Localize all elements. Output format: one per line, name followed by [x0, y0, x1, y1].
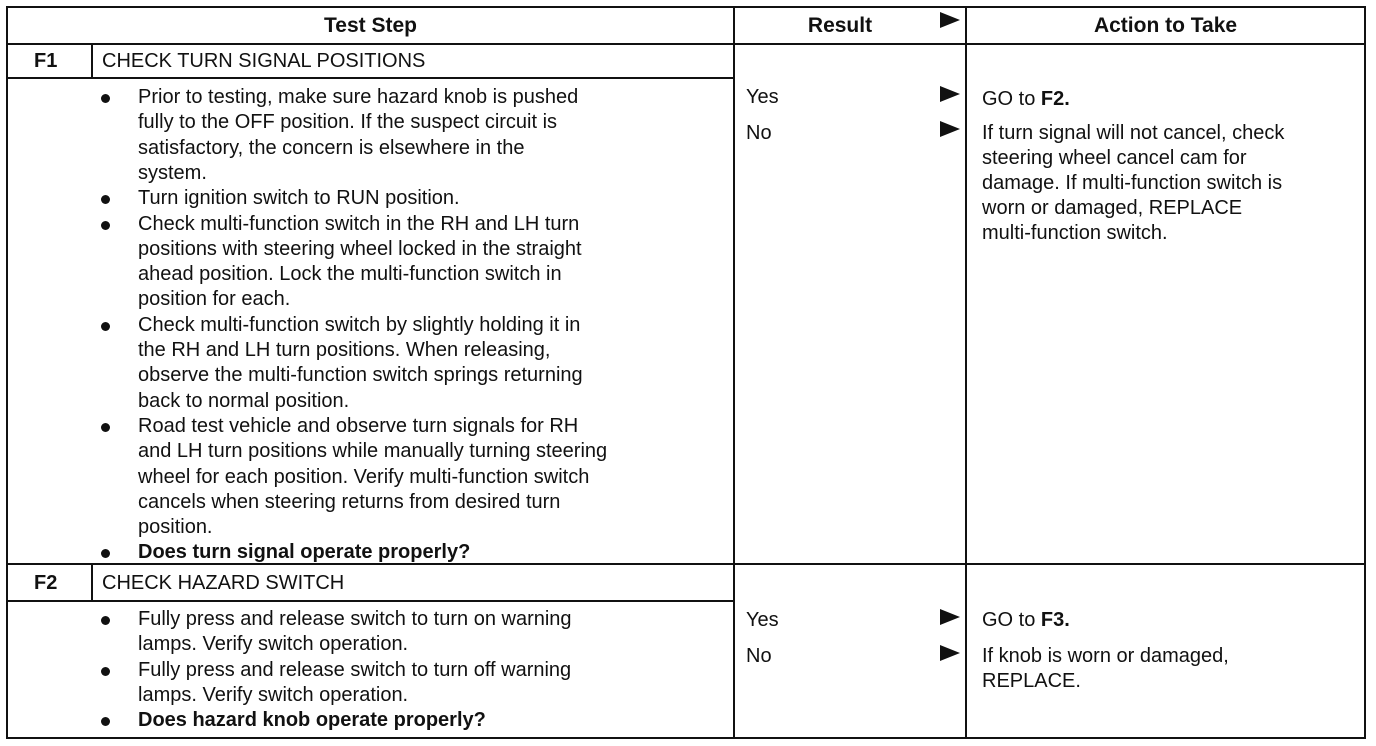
bullet-text-line: fully to the OFF position. If the suspect circuit is — [138, 111, 558, 134]
header-action: Action to Take — [1093, 14, 1238, 37]
table-left-border — [6, 6, 8, 739]
bullet-text-line: back to normal position. — [138, 389, 350, 412]
action-text-line: multi-function switch. — [982, 222, 1168, 244]
bullet-text-line: observe the multi-function switch springs returning — [138, 364, 583, 387]
bullet-text-line: Does hazard knob operate properly? — [138, 709, 486, 732]
bullet-icon — [101, 195, 110, 204]
bullet-text-line: Check multi-function switch by slightly holding it in — [138, 313, 581, 336]
bullet-text-line: Check multi-function switch in the RH and LH turn — [138, 212, 580, 235]
f2-yes-arrow-icon — [940, 609, 960, 625]
bullet-icon — [101, 322, 110, 331]
f1-step-title: CHECK TURN SIGNAL POSITIONS — [102, 50, 426, 72]
table-bottom-border — [6, 737, 1366, 739]
f2-action-yes — [982, 608, 1070, 633]
f2-step-id: F2 — [34, 572, 58, 594]
f2-title-bottom-border — [6, 600, 734, 602]
bullet-text-line: lamps. Verify switch operation. — [138, 633, 409, 656]
f2-action-yes-prefix: GO to — [982, 609, 1041, 631]
test-step-right-border — [733, 6, 735, 739]
f1-result-no: No — [746, 122, 772, 144]
header-test-step: Test Step — [324, 14, 417, 37]
bullet-text-line: Turn ignition switch to RUN position. — [138, 187, 460, 210]
action-text-line: worn or damaged, REPLACE — [982, 197, 1243, 219]
bullet-icon — [101, 94, 110, 103]
f1-id-divider — [91, 43, 93, 79]
bullet-text-line: position. — [138, 516, 213, 539]
bullet-icon — [101, 717, 110, 726]
bullet-text-line: positions with steering wheel locked in the straight — [138, 237, 582, 260]
f2-id-divider — [91, 563, 93, 602]
f1-result-yes: Yes — [746, 86, 779, 108]
f2-result-no: No — [746, 645, 772, 667]
f2-action-yes-target: F3. — [1040, 609, 1070, 631]
table-right-border — [1364, 6, 1366, 739]
bullet-text-line: ahead position. Lock the multi-function switch in — [138, 263, 562, 286]
f1-action-yes-target: F2. — [1040, 88, 1070, 110]
bullet-icon — [101, 667, 110, 676]
f1-action-yes — [982, 87, 1070, 112]
action-text-line: If turn signal will not cancel, check — [982, 122, 1285, 144]
f1-action-yes-prefix: GO to — [982, 88, 1041, 110]
bullet-text-line: satisfactory, the concern is elsewhere in the — [138, 136, 525, 159]
f1-no-arrow-icon — [940, 121, 960, 137]
bullet-text-line: Does turn signal operate properly? — [138, 541, 471, 564]
f1-yes-arrow-icon — [940, 86, 960, 102]
f1-title-bottom-border — [6, 77, 734, 79]
bullet-icon — [101, 221, 110, 230]
bullet-text-line: Fully press and release switch to turn off warning — [138, 658, 572, 681]
header-arrow-icon — [940, 12, 960, 28]
bullet-text-line: Prior to testing, make sure hazard knob is pushed — [138, 86, 579, 108]
bullet-icon — [101, 616, 110, 625]
bullet-text-line: and LH turn positions while manually turning steering — [138, 440, 608, 463]
bullet-text-line: position for each. — [138, 288, 291, 311]
header-bottom-border — [6, 43, 1366, 45]
bullet-text-line: lamps. Verify switch operation. — [138, 683, 409, 706]
bullet-text-line: cancels when steering returns from desired turn — [138, 490, 561, 513]
f2-step-title: CHECK HAZARD SWITCH — [102, 572, 345, 594]
bullet-icon — [101, 549, 110, 558]
bullet-text-line: Road test vehicle and observe turn signals for RH — [138, 414, 579, 437]
f2-no-arrow-icon — [940, 645, 960, 661]
bullet-text-line: the RH and LH turn positions. When releasing, — [138, 339, 551, 361]
bullet-text-line: wheel for each position. Verify multi-function switch — [138, 465, 590, 488]
result-right-border — [965, 6, 967, 739]
action-text-line: steering wheel cancel cam for — [982, 147, 1247, 169]
action-text-line: If knob is worn or damaged, — [982, 645, 1229, 667]
f1-step-id: F1 — [34, 50, 58, 72]
action-text-line: REPLACE. — [982, 670, 1081, 692]
f2-result-yes: Yes — [746, 609, 779, 631]
bullet-icon — [101, 423, 110, 432]
action-text-line: damage. If multi-function switch is — [982, 172, 1283, 194]
header-result: Result — [807, 14, 873, 37]
bullet-text-line: Fully press and release switch to turn on warning — [138, 608, 572, 630]
bullet-text-line: system. — [138, 161, 207, 184]
table-top-border — [6, 6, 1366, 8]
